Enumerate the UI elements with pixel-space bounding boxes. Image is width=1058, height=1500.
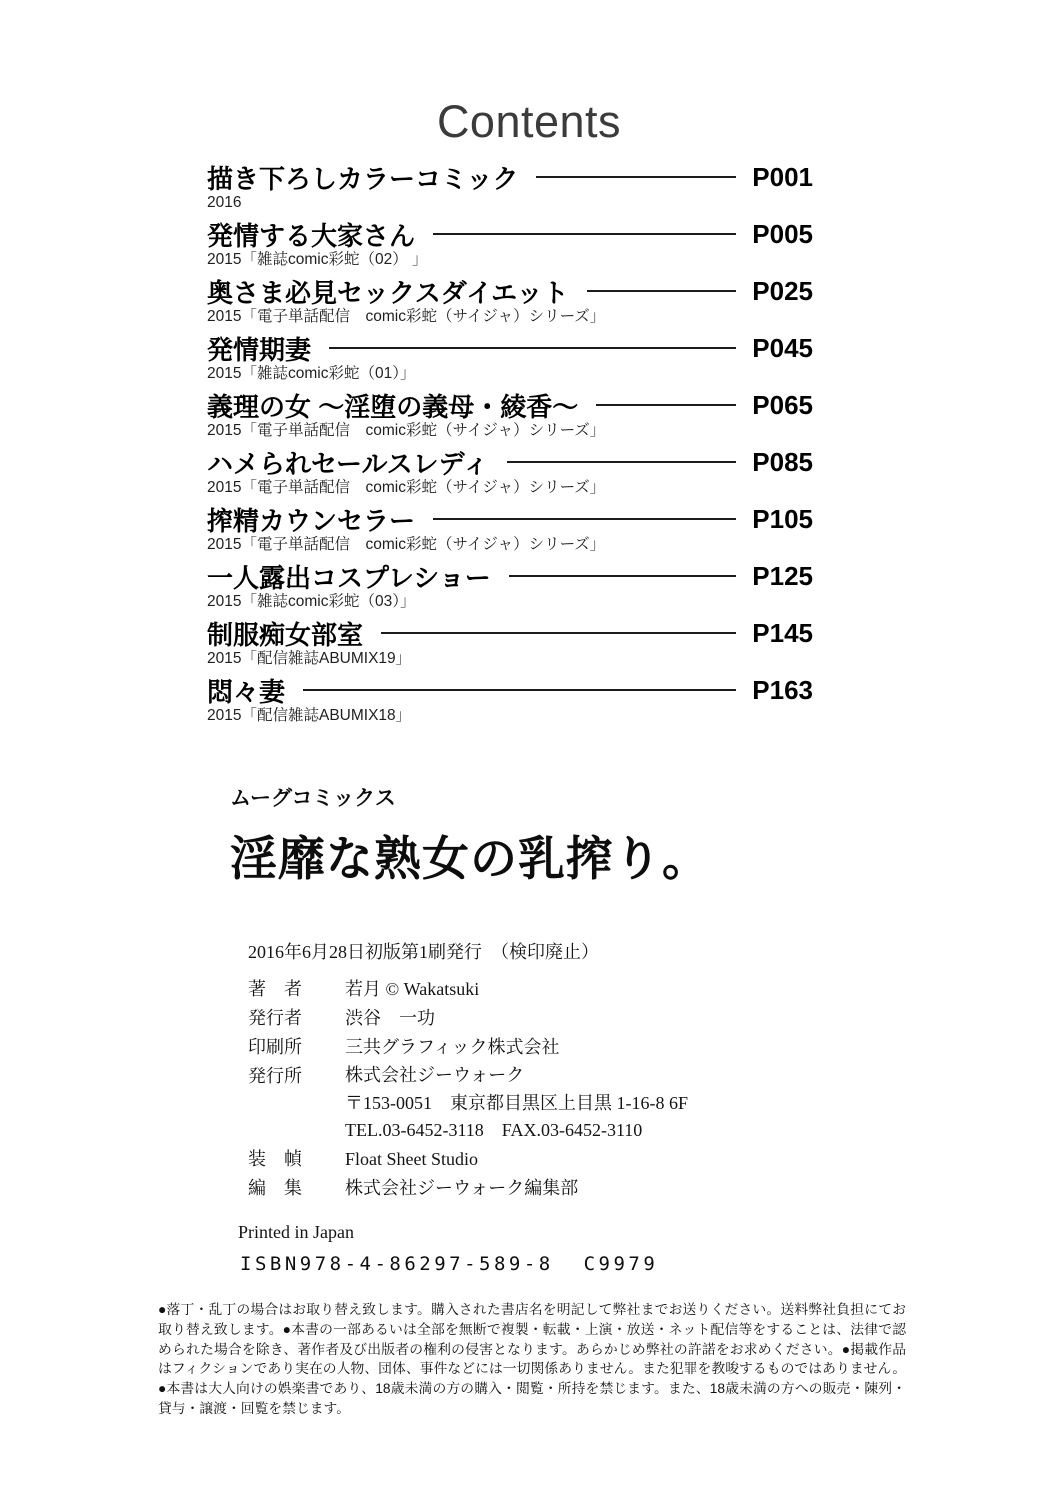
colophon-value: 三共グラフィック株式会社 — [345, 1037, 560, 1057]
toc-page-number: P125 — [752, 560, 813, 591]
colophon-label: 発行者 — [248, 1008, 302, 1028]
toc-page-number: P163 — [752, 674, 813, 705]
leader-line — [509, 575, 736, 577]
toc-entry — [207, 674, 813, 726]
toc-entry-source: 2015「配信雑誌ABUMIX19」 — [207, 650, 412, 667]
toc-entry-title: 一人露出コスプレショー — [207, 562, 491, 593]
toc-entry — [207, 446, 813, 498]
toc-page-number: P085 — [752, 446, 813, 477]
publisher-phone: TEL.03-6452-3118 FAX.03-6452-3110 — [345, 1120, 643, 1140]
toc-entry-source: 2015「雑誌comic彩蛇（03）」 — [207, 593, 416, 610]
toc-entry-title: 描き下ろしカラーコミック — [207, 163, 519, 194]
page-title: Contents — [436, 96, 622, 147]
toc-entry-source: 2015「配信雑誌ABUMIX18」 — [207, 707, 412, 724]
toc-entry — [207, 218, 813, 270]
colophon-row-editing — [248, 1174, 688, 1203]
leader-line — [381, 632, 736, 634]
leader-line — [587, 290, 737, 292]
toc-entry-source: 2015「電子単話配信 comic彩蛇（サイジャ）シリーズ」 — [207, 422, 606, 439]
toc-entry-source: 2015「電子単話配信 comic彩蛇（サイジャ）シリーズ」 — [207, 536, 606, 553]
toc-entry — [207, 161, 813, 213]
toc-page-number: P025 — [752, 275, 813, 306]
leader-line — [303, 689, 736, 691]
toc-entry-title: 発情する大家さん — [207, 220, 416, 251]
toc-entry-source: 2015「雑誌comic彩蛇（02） 」 — [207, 251, 428, 268]
colophon-label: 装 幀 — [248, 1148, 302, 1169]
toc-entry — [207, 560, 813, 612]
colophon-row-author — [248, 975, 688, 1004]
toc-entry-source: 2015「電子単話配信 comic彩蛇（サイジャ）シリーズ」 — [207, 308, 606, 325]
leader-line — [507, 461, 737, 463]
toc-entry — [207, 332, 813, 384]
toc-entry — [207, 503, 813, 555]
book-title-block — [230, 782, 710, 889]
leader-line — [596, 404, 736, 406]
colophon-value: 渋谷 一功 — [345, 1008, 435, 1028]
toc-entry-source: 2015「雑誌comic彩蛇（01）」 — [207, 365, 416, 382]
colophon — [238, 938, 688, 1275]
colophon-row-publishing-house — [248, 1062, 688, 1145]
imprint-label: ムーグコミックス — [230, 787, 396, 810]
toc-page-number: P045 — [752, 332, 813, 363]
toc-entry-title: 搾精カウンセラー — [207, 505, 416, 536]
toc-entry-title: 制服痴女部室 — [207, 619, 364, 650]
leader-line — [433, 233, 736, 235]
toc-entry-title: ハメられセールスレディ — [207, 448, 489, 479]
colophon-row-printer — [248, 1033, 688, 1062]
toc-entry — [207, 617, 813, 669]
isbn-code: ISBN978-4-86297-589-8 C9979 — [240, 1252, 659, 1275]
leader-line — [536, 176, 736, 178]
colophon-label: 発行所 — [248, 1066, 302, 1086]
leader-line — [433, 518, 736, 520]
colophon-label: 著 者 — [248, 979, 302, 999]
toc-entry-source: 2015「電子単話配信 comic彩蛇（サイジャ）シリーズ」 — [207, 479, 606, 496]
colophon-value: 株式会社ジーウォーク編集部 — [345, 1177, 579, 1198]
colophon-value — [345, 1062, 688, 1145]
toc-entry — [207, 275, 813, 327]
toc-entry-source: 2016 — [207, 194, 242, 211]
colophon-label: 印刷所 — [248, 1037, 302, 1057]
toc-entry-title: 奥さま必見セックスダイエット — [207, 277, 569, 308]
legal-notice: ●落丁・乱丁の場合はお取り替え致します。購入された書店名を明記して弊社までお送りください。送料弊社負担にてお取り替え致します。●本書の一部あるいは全部を無断で複製・転載・上演・放送・ネット配信等をすることは、法律で認められた場合を除き、著作者及び出版者の権利の侵害となります。あらかじめ弊社の許諾をお求めください。●掲載作品はフィクションであり実在の人物、団体、事件などには一切関係ありません。また犯罪を教唆するものではありません。●本書は大人向けの娯楽書であり、18歳未満の方の購入・閲覧・所持を禁じます。また、18歳未満の方への販売・陳列・貸与・譲渡・回覧を禁じます。 — [158, 1302, 906, 1416]
table-of-contents — [207, 161, 813, 731]
toc-entry-title: 発情期妻 — [207, 334, 312, 365]
colophon-row-design — [248, 1145, 688, 1174]
toc-page-number: P005 — [752, 218, 813, 249]
toc-page-number: P145 — [752, 617, 813, 648]
colophon-row-publisher-person — [248, 1004, 688, 1033]
toc-page-number: P065 — [752, 389, 813, 420]
toc-entry-title: 悶々妻 — [207, 676, 286, 707]
colophon-value: 若月 © Wakatsuki — [345, 979, 480, 999]
toc-entry — [207, 389, 813, 441]
publication-date-line: 2016年6月28日初版第1刷発行 （検印廃止） — [248, 942, 599, 962]
colophon-value: Float Sheet Studio — [345, 1148, 479, 1169]
book-title: 淫靡な熟女の乳搾り。 — [230, 832, 710, 885]
leader-line — [329, 347, 736, 349]
toc-page-number: P001 — [752, 161, 813, 192]
toc-entry-title: 義理の女 ～淫堕の義母・綾香～ — [207, 391, 579, 422]
publisher-address: 〒153-0051 東京都目黒区上目黒 1-16-8 6F — [345, 1092, 688, 1113]
colophon-label: 編 集 — [248, 1177, 302, 1198]
printed-in-japan: Printed in Japan — [238, 1221, 354, 1242]
toc-page-number: P105 — [752, 503, 813, 534]
publisher-name: 株式会社ジーウォーク — [345, 1065, 525, 1085]
